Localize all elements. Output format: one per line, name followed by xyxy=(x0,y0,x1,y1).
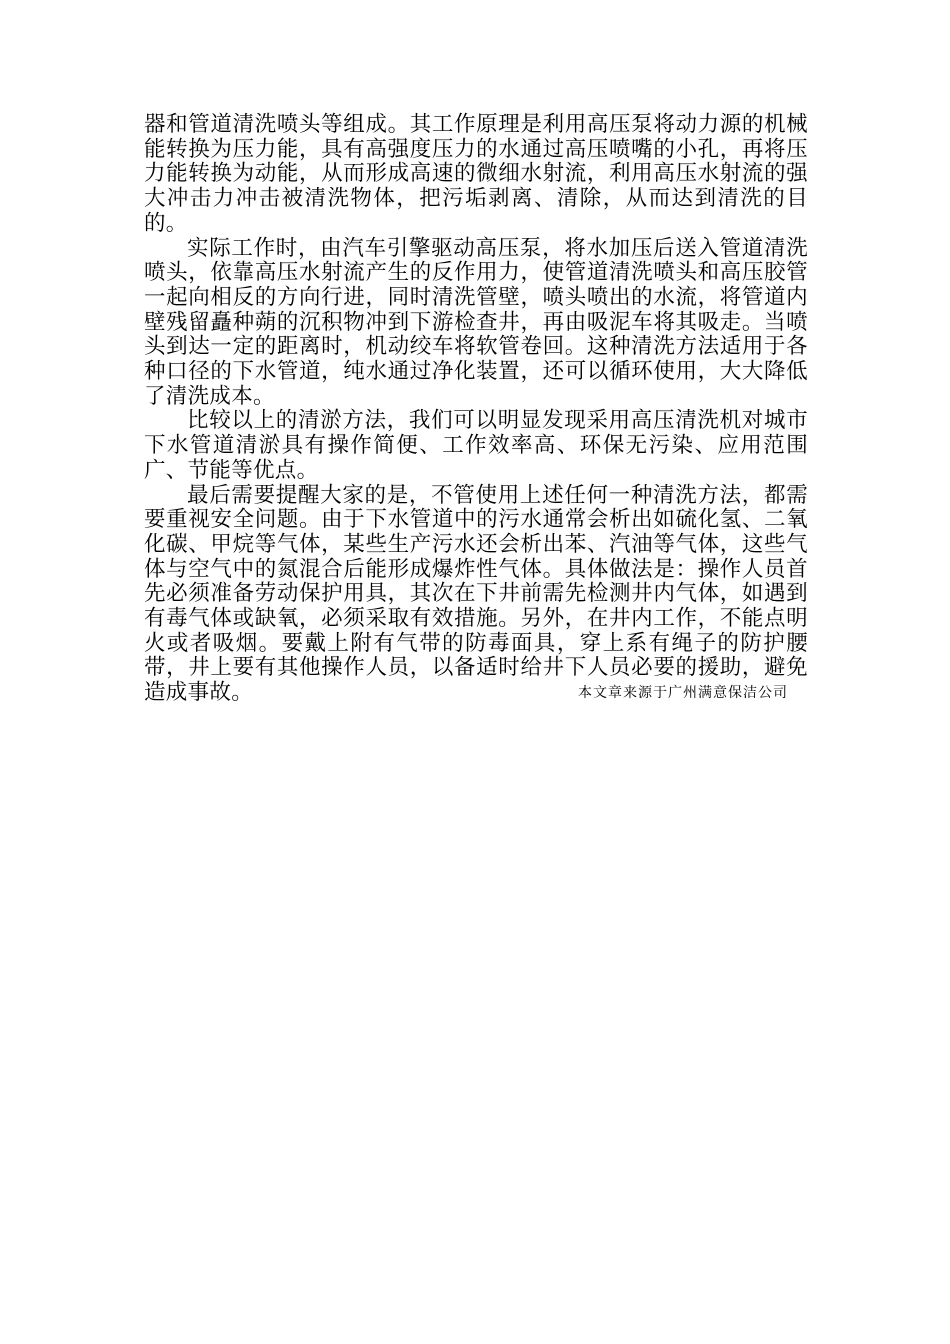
paragraph-safety xyxy=(144,484,808,706)
source-note: 本文章来源于广州满意保洁公司 xyxy=(578,685,788,702)
paragraph-working-process: 实际工作时，由汽车引擎驱动高压泵，将水加压后送入管道清洗喷头，依靠高压水射流产生的反作用力，使管道清洗喷头和高压胶管一起向相反的方向行进，同时清洗管壁，喷头喷出的水流，将管道内壁残留矗种蒴的沉积物冲到下游检查井，再由吸泥车将其吸走。当喷头到达一定的距离时，机动绞车将软管卷回。这种清洗方法适用于各种口径的下水管道，纯水通过净化装置，还可以循环使用，大大降低了清洗成本。 xyxy=(144,235,808,409)
paragraph-continuation: 器和管道清洗喷头等组成。其工作原理是利用高压泵将动力源的机械能转换为压力能，具有高强度压力的水通过高压喷嘴的小孔，再将压力能转换为动能，从而形成高速的微细水射流，利用高压水射流的强大冲击力冲击被清洗物体，把污垢剥离、清除，从而达到清洗的目的。 xyxy=(144,112,808,236)
document-body xyxy=(144,113,808,706)
paragraph-comparison: 比较以上的清淤方法，我们可以明显发现采用高压清洗机对城市下水管道清淤具有操作简便、工作效率高、环保无污染、应用范围广、节能等优点。 xyxy=(144,408,808,483)
paragraph-safety-text: 最后需要提醒大家的是，不管使用上述任何一种清洗方法，都需要重视安全问题。由于下水管道中的污水通常会析出如硫化氢、二氧化碳、甲烷等气体，某些生产污水还会析出苯、汽油等气体，这些气体与空气中的氮混合后能形成爆炸性气体。具体做法是：操作人员首先必须准备劳动保护用具，其次在下井前需先检测井内气体，如遇到有毒气体或缺氧，必须采取有效措施。另外，在井内工作，不能点明火或者吸烟。要戴上附有气带的防毒面具，穿上系有绳子的防护腰带，井上要有其他操作人员，以备适时给井下人员必要的援助，避免造成事故。 xyxy=(144,482,808,706)
